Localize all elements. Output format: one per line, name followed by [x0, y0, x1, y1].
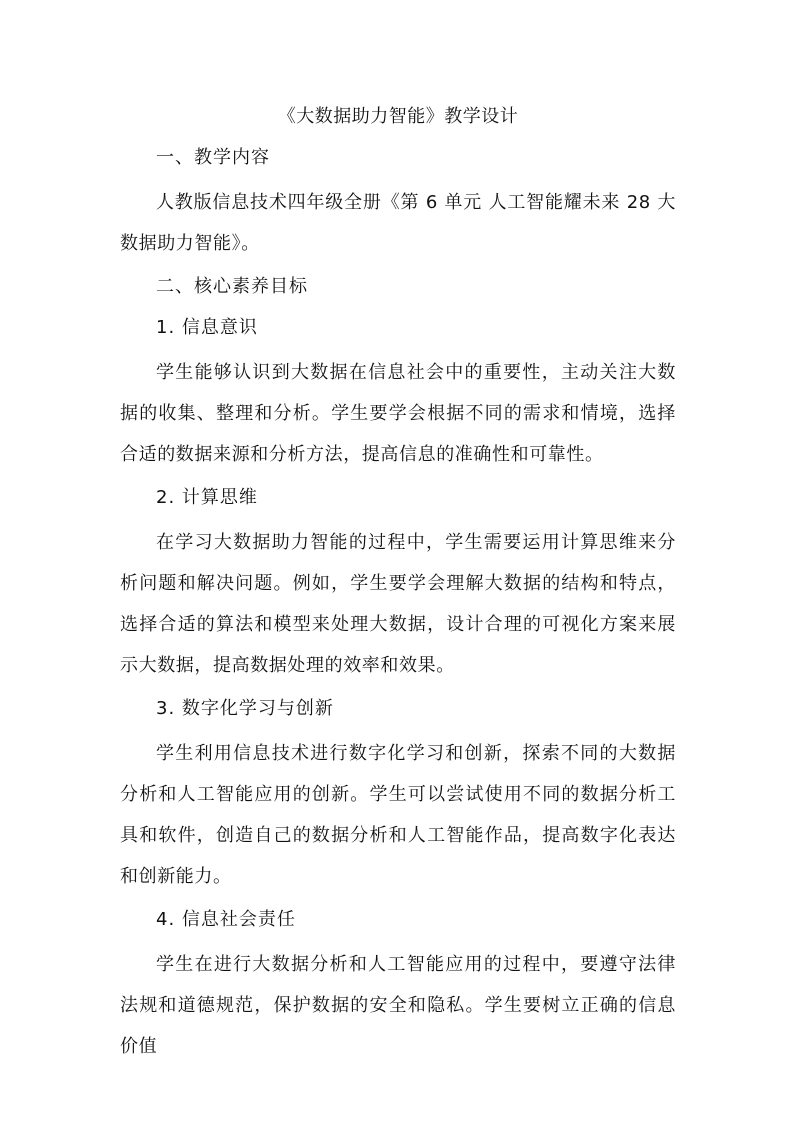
- item-paragraph-information-awareness: 学生能够认识到大数据在信息社会中的重要性，主动关注大数据的收集、整理和分析。学生要学会根据不同的需求和情境，选择合适的数据来源和分析方法，提高信息的准确性和可靠性。: [120, 362, 676, 465]
- item-paragraph-social-responsibility: 学生在进行大数据分析和人工智能应用的过程中，要遵守法律法规和道德规范，保护数据的安全和隐私。学生要树立正确的信息价值: [120, 954, 676, 1057]
- item-heading-computational-thinking: 2. 计算思维: [156, 487, 258, 508]
- item-paragraph-digital-learning: 学生利用信息技术进行数字化学习和创新，探索不同的大数据分析和人工智能应用的创新。学生可以尝试使用不同的数据分析工具和软件，创造自己的数据分析和人工智能作品，提高数字化表达和创新能力。: [120, 743, 676, 887]
- item-heading-social-responsibility: 4. 信息社会责任: [156, 909, 296, 930]
- item-paragraph-computational-thinking: 在学习大数据助力智能的过程中，学生需要运用计算思维来分析问题和解决问题。例如，学生要学会理解大数据的结构和特点，选择合适的算法和模型来处理大数据，设计合理的可视化方案来展示大数据，提高数据处理的效率和效果。: [120, 532, 676, 676]
- section-paragraph-content: 人教版信息技术四年级全册《第 6 单元 人工智能耀未来 28 大数据助力智能》。: [120, 192, 676, 254]
- document-title: 《大数据助力智能》教学设计: [277, 106, 519, 127]
- section-heading-content: 一、教学内容: [156, 147, 270, 168]
- item-heading-information-awareness: 1. 信息意识: [156, 317, 258, 338]
- section-heading-goals: 二、核心素养目标: [156, 276, 308, 297]
- document-body: [120, 100, 676, 1067]
- item-heading-digital-learning: 3. 数字化学习与创新: [156, 698, 334, 719]
